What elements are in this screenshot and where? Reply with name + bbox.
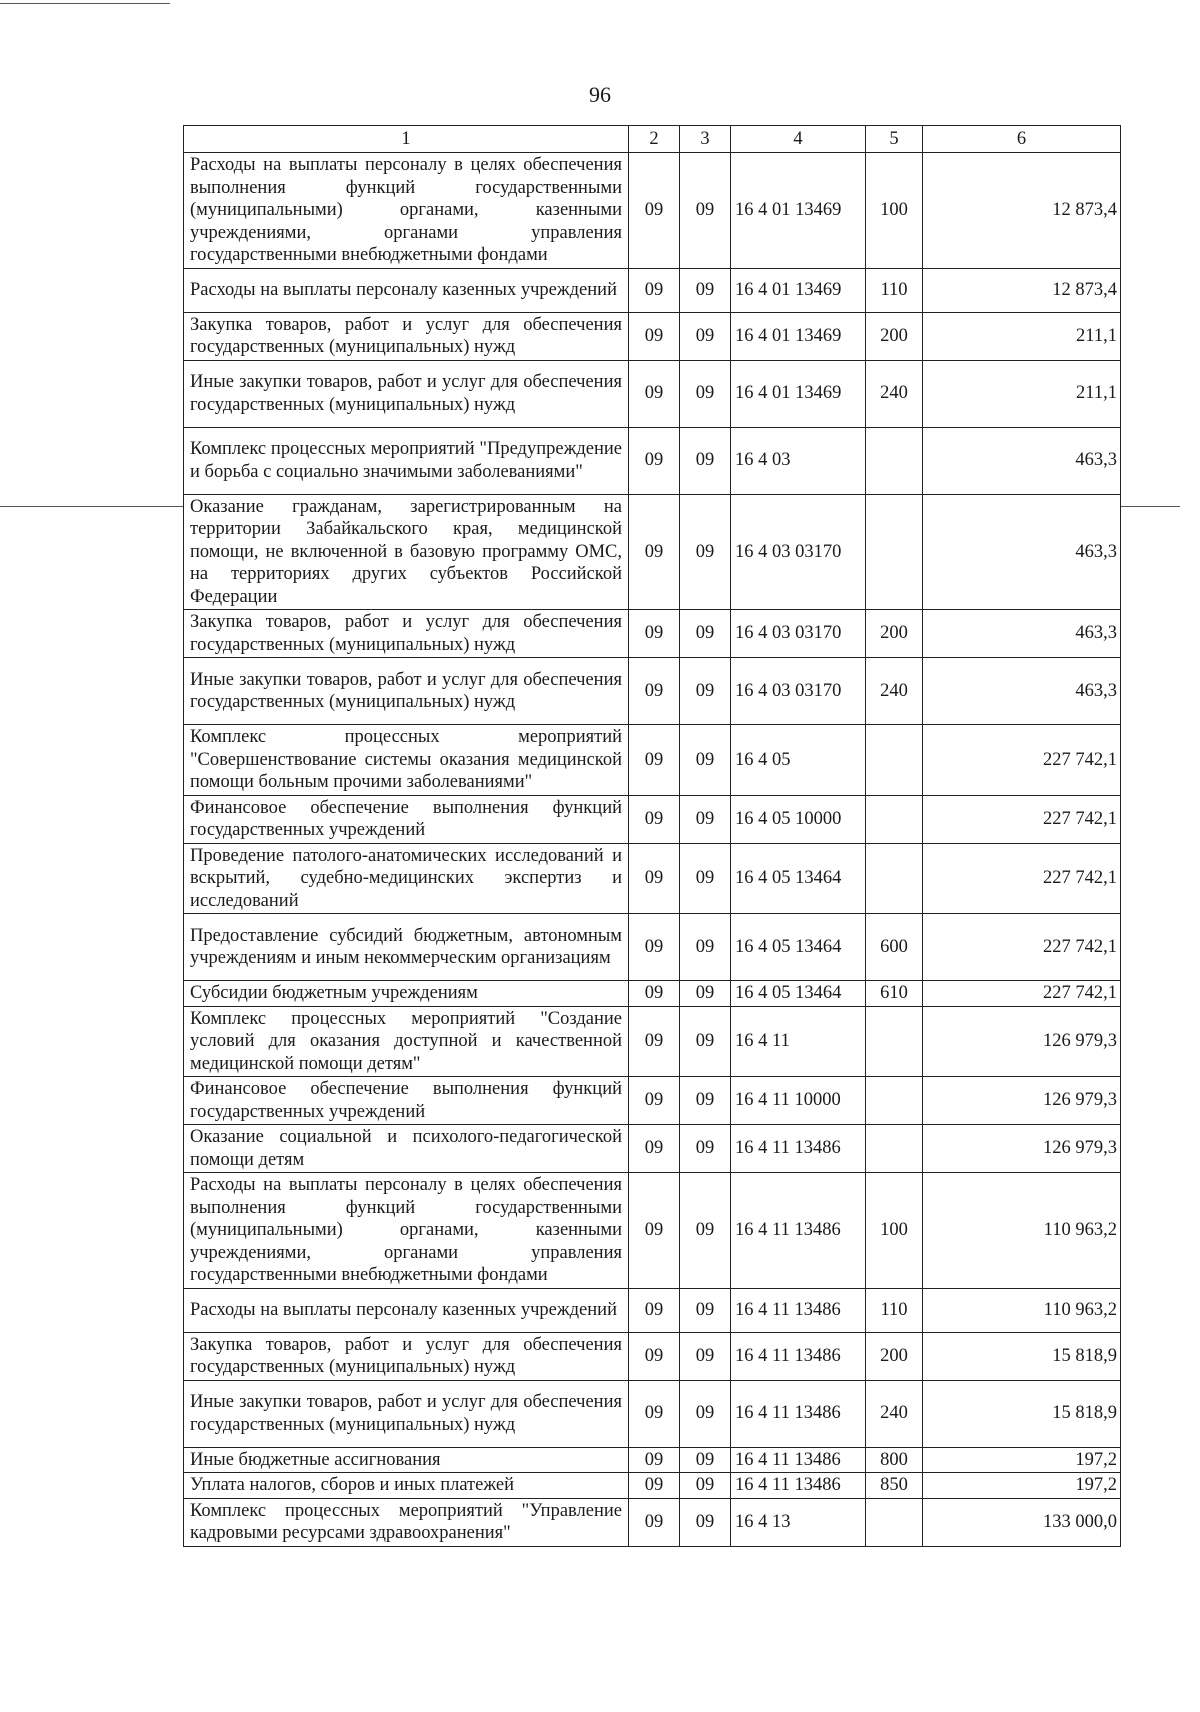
budget-table	[183, 125, 1121, 1547]
row-code-3-cell: 09	[680, 268, 731, 312]
row-name-cell: Проведение патолого-анатомических исследований и вскрытий, судебно-медицинских экспертиз и исследований	[184, 843, 629, 914]
row-code-5-cell: 200	[866, 1332, 923, 1380]
row-name-cell: Закупка товаров, работ и услуг для обеспечения государственных (муниципальных) нужд	[184, 312, 629, 360]
row-amount-cell: 211,1	[923, 312, 1121, 360]
row-code-5-cell: 240	[866, 1380, 923, 1447]
row-code-2-cell: 09	[629, 360, 680, 427]
row-code-4-cell: 16 4 11 13486	[731, 1125, 866, 1173]
row-code-4-cell: 16 4 11	[731, 1006, 866, 1077]
row-code-4-cell: 16 4 05 13464	[731, 914, 866, 981]
row-name-cell: Комплекс процессных мероприятий "Создание условий для оказания доступной и качественной медицинской помощи детям"	[184, 1006, 629, 1077]
row-amount-cell: 126 979,3	[923, 1077, 1121, 1125]
row-code-4-cell: 16 4 05 10000	[731, 795, 866, 843]
table-row	[184, 1332, 1121, 1380]
header-col-4: 4	[731, 126, 866, 153]
row-code-4-cell: 16 4 01 13469	[731, 268, 866, 312]
row-amount-cell: 463,3	[923, 494, 1121, 610]
row-code-3-cell: 09	[680, 1332, 731, 1380]
row-code-2-cell: 09	[629, 1498, 680, 1546]
row-code-2-cell: 09	[629, 1288, 680, 1332]
table-row	[184, 725, 1121, 796]
row-code-4-cell: 16 4 03	[731, 427, 866, 494]
header-col-3: 3	[680, 126, 731, 153]
table-row	[184, 658, 1121, 725]
row-code-2-cell: 09	[629, 153, 680, 269]
row-code-2-cell: 09	[629, 268, 680, 312]
row-code-5-cell: 800	[866, 1447, 923, 1473]
row-code-4-cell: 16 4 11 13486	[731, 1173, 866, 1289]
row-code-3-cell: 09	[680, 795, 731, 843]
row-code-2-cell: 09	[629, 725, 680, 796]
row-code-2-cell: 09	[629, 795, 680, 843]
table-row	[184, 312, 1121, 360]
row-code-2-cell: 09	[629, 1473, 680, 1499]
table-row	[184, 494, 1121, 610]
row-name-cell: Расходы на выплаты персоналу казенных учреждений	[184, 1288, 629, 1332]
row-code-2-cell: 09	[629, 658, 680, 725]
row-name-cell: Иные закупки товаров, работ и услуг для обеспечения государственных (муниципальных) нужд	[184, 1380, 629, 1447]
header-col-5: 5	[866, 126, 923, 153]
row-amount-cell: 463,3	[923, 610, 1121, 658]
row-code-2-cell: 09	[629, 1447, 680, 1473]
row-code-4-cell: 16 4 01 13469	[731, 153, 866, 269]
row-code-4-cell: 16 4 05 13464	[731, 843, 866, 914]
row-code-5-cell: 200	[866, 610, 923, 658]
row-code-5-cell: 100	[866, 153, 923, 269]
row-code-5-cell	[866, 427, 923, 494]
row-code-3-cell: 09	[680, 1125, 731, 1173]
row-code-4-cell: 16 4 13	[731, 1498, 866, 1546]
table-row	[184, 153, 1121, 269]
row-name-cell: Закупка товаров, работ и услуг для обеспечения государственных (муниципальных) нужд	[184, 610, 629, 658]
table-row	[184, 1473, 1121, 1499]
row-code-5-cell	[866, 1077, 923, 1125]
row-amount-cell: 110 963,2	[923, 1288, 1121, 1332]
row-code-4-cell: 16 4 11 13486	[731, 1332, 866, 1380]
row-amount-cell: 12 873,4	[923, 268, 1121, 312]
header-col-6: 6	[923, 126, 1121, 153]
row-name-cell: Расходы на выплаты персоналу в целях обеспечения выполнения функций государственными (муниципальными) органами, казенными учреждениями, органами управления государственными внебюджетными фондами	[184, 1173, 629, 1289]
table-row	[184, 1125, 1121, 1173]
row-code-4-cell: 16 4 11 13486	[731, 1447, 866, 1473]
row-name-cell: Субсидии бюджетным учреждениям	[184, 981, 629, 1007]
row-code-2-cell: 09	[629, 1380, 680, 1447]
row-code-5-cell: 240	[866, 360, 923, 427]
row-code-2-cell: 09	[629, 981, 680, 1007]
row-name-cell: Финансовое обеспечение выполнения функций государственных учреждений	[184, 1077, 629, 1125]
row-code-3-cell: 09	[680, 1473, 731, 1499]
row-amount-cell: 110 963,2	[923, 1173, 1121, 1289]
table-row	[184, 1173, 1121, 1289]
table-row	[184, 795, 1121, 843]
row-code-5-cell	[866, 725, 923, 796]
table-row	[184, 1380, 1121, 1447]
row-amount-cell: 12 873,4	[923, 153, 1121, 269]
row-name-cell: Иные закупки товаров, работ и услуг для обеспечения государственных (муниципальных) нужд	[184, 658, 629, 725]
table-row	[184, 843, 1121, 914]
row-code-3-cell: 09	[680, 494, 731, 610]
row-code-2-cell: 09	[629, 312, 680, 360]
row-code-5-cell: 100	[866, 1173, 923, 1289]
row-code-5-cell: 110	[866, 1288, 923, 1332]
row-code-3-cell: 09	[680, 1380, 731, 1447]
row-code-3-cell: 09	[680, 312, 731, 360]
row-name-cell: Расходы на выплаты персоналу казенных учреждений	[184, 268, 629, 312]
table-row	[184, 1288, 1121, 1332]
row-name-cell: Финансовое обеспечение выполнения функций государственных учреждений	[184, 795, 629, 843]
row-code-4-cell: 16 4 01 13469	[731, 312, 866, 360]
header-col-2: 2	[629, 126, 680, 153]
row-code-3-cell: 09	[680, 981, 731, 1007]
header-row	[184, 126, 1121, 153]
table-row	[184, 427, 1121, 494]
row-code-2-cell: 09	[629, 427, 680, 494]
row-code-2-cell: 09	[629, 1006, 680, 1077]
row-code-4-cell: 16 4 01 13469	[731, 360, 866, 427]
row-code-3-cell: 09	[680, 914, 731, 981]
row-code-4-cell: 16 4 03 03170	[731, 494, 866, 610]
row-code-4-cell: 16 4 03 03170	[731, 658, 866, 725]
table-row	[184, 1498, 1121, 1546]
row-code-2-cell: 09	[629, 494, 680, 610]
row-code-3-cell: 09	[680, 725, 731, 796]
row-code-3-cell: 09	[680, 843, 731, 914]
row-code-2-cell: 09	[629, 914, 680, 981]
row-code-5-cell	[866, 843, 923, 914]
table-row	[184, 268, 1121, 312]
row-code-5-cell	[866, 494, 923, 610]
row-code-3-cell: 09	[680, 153, 731, 269]
row-code-3-cell: 09	[680, 1447, 731, 1473]
row-code-4-cell: 16 4 05 13464	[731, 981, 866, 1007]
row-amount-cell: 227 742,1	[923, 795, 1121, 843]
row-code-4-cell: 16 4 03 03170	[731, 610, 866, 658]
row-code-5-cell: 600	[866, 914, 923, 981]
row-name-cell: Иные закупки товаров, работ и услуг для обеспечения государственных (муниципальных) нужд	[184, 360, 629, 427]
row-code-4-cell: 16 4 11 13486	[731, 1380, 866, 1447]
row-amount-cell: 463,3	[923, 427, 1121, 494]
row-code-3-cell: 09	[680, 427, 731, 494]
table-row	[184, 1077, 1121, 1125]
row-name-cell: Комплекс процессных мероприятий "Управление кадровыми ресурсами здравоохранения"	[184, 1498, 629, 1546]
row-code-5-cell: 240	[866, 658, 923, 725]
row-code-2-cell: 09	[629, 1332, 680, 1380]
row-code-2-cell: 09	[629, 1173, 680, 1289]
table-row	[184, 610, 1121, 658]
row-name-cell: Предоставление субсидий бюджетным, автономным учреждениям и иным некоммерческим организациям	[184, 914, 629, 981]
row-code-5-cell: 850	[866, 1473, 923, 1499]
row-amount-cell: 211,1	[923, 360, 1121, 427]
row-code-4-cell: 16 4 11 10000	[731, 1077, 866, 1125]
row-code-5-cell	[866, 795, 923, 843]
row-amount-cell: 227 742,1	[923, 981, 1121, 1007]
row-code-5-cell	[866, 1006, 923, 1077]
row-code-3-cell: 09	[680, 658, 731, 725]
row-amount-cell: 133 000,0	[923, 1498, 1121, 1546]
row-amount-cell: 197,2	[923, 1473, 1121, 1499]
row-code-4-cell: 16 4 11 13486	[731, 1473, 866, 1499]
row-code-2-cell: 09	[629, 610, 680, 658]
row-code-2-cell: 09	[629, 1125, 680, 1173]
page-number: 96	[589, 82, 611, 107]
row-code-3-cell: 09	[680, 1498, 731, 1546]
row-code-2-cell: 09	[629, 843, 680, 914]
scan-artifact-left-line	[0, 506, 183, 507]
row-code-4-cell: 16 4 11 13486	[731, 1288, 866, 1332]
row-code-3-cell: 09	[680, 1173, 731, 1289]
table-row	[184, 914, 1121, 981]
row-amount-cell: 227 742,1	[923, 843, 1121, 914]
row-amount-cell: 227 742,1	[923, 914, 1121, 981]
row-amount-cell: 15 818,9	[923, 1380, 1121, 1447]
table-row	[184, 360, 1121, 427]
row-name-cell: Комплекс процессных мероприятий "Совершенствование системы оказания медицинской помощи больным прочими заболеваниями"	[184, 725, 629, 796]
row-name-cell: Оказание социальной и психолого-педагогической помощи детям	[184, 1125, 629, 1173]
table-row	[184, 1447, 1121, 1473]
row-code-5-cell: 110	[866, 268, 923, 312]
table-body	[184, 153, 1121, 1547]
row-amount-cell: 197,2	[923, 1447, 1121, 1473]
row-code-3-cell: 09	[680, 1288, 731, 1332]
row-amount-cell: 227 742,1	[923, 725, 1121, 796]
row-code-3-cell: 09	[680, 1006, 731, 1077]
row-amount-cell: 463,3	[923, 658, 1121, 725]
row-code-2-cell: 09	[629, 1077, 680, 1125]
row-name-cell: Закупка товаров, работ и услуг для обеспечения государственных (муниципальных) нужд	[184, 1332, 629, 1380]
row-code-3-cell: 09	[680, 610, 731, 658]
table-row	[184, 981, 1121, 1007]
row-code-4-cell: 16 4 05	[731, 725, 866, 796]
row-code-5-cell	[866, 1125, 923, 1173]
table-row	[184, 1006, 1121, 1077]
row-code-3-cell: 09	[680, 1077, 731, 1125]
row-amount-cell: 15 818,9	[923, 1332, 1121, 1380]
row-name-cell: Уплата налогов, сборов и иных платежей	[184, 1473, 629, 1499]
header-col-1: 1	[184, 126, 629, 153]
scan-artifact-top-left	[0, 3, 170, 4]
row-code-5-cell: 200	[866, 312, 923, 360]
scan-artifact-right-line	[1120, 506, 1180, 507]
row-name-cell: Расходы на выплаты персоналу в целях обеспечения выполнения функций государственными (муниципальными) органами, казенными учреждениями, органами управления государственными внебюджетными фондами	[184, 153, 629, 269]
row-code-5-cell	[866, 1498, 923, 1546]
row-name-cell: Оказание гражданам, зарегистрированным на территории Забайкальского края, медицинской помощи, не включенной в базовую программу ОМС, на территориях других субъектов Российской Федерации	[184, 494, 629, 610]
row-name-cell: Иные бюджетные ассигнования	[184, 1447, 629, 1473]
row-code-3-cell: 09	[680, 360, 731, 427]
row-code-5-cell: 610	[866, 981, 923, 1007]
row-amount-cell: 126 979,3	[923, 1125, 1121, 1173]
row-amount-cell: 126 979,3	[923, 1006, 1121, 1077]
row-name-cell: Комплекс процессных мероприятий "Предупреждение и борьба с социально значимыми заболеваниями"	[184, 427, 629, 494]
